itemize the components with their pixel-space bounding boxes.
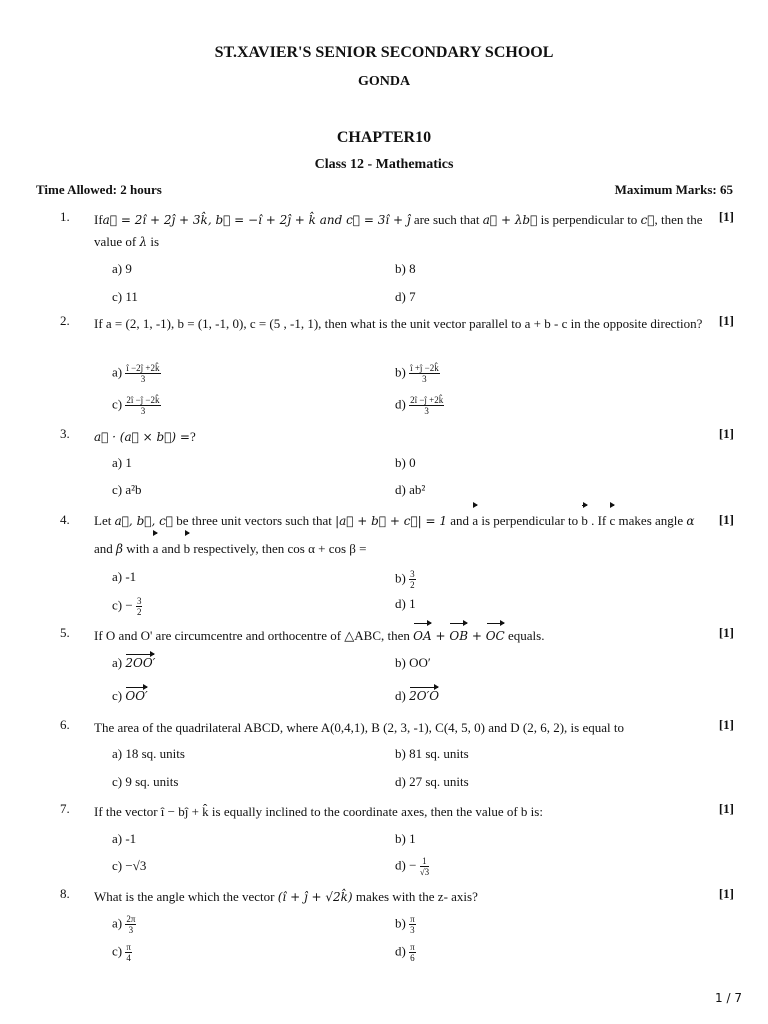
question-marks: [1] — [718, 717, 734, 732]
option-b[interactable]: b) 8 — [395, 261, 416, 276]
option-d[interactable]: d) − $\frac{1}{√3}$ — [395, 856, 430, 877]
city-name: GONDA — [357, 74, 411, 89]
option-d[interactable]: d) ab² — [395, 482, 426, 497]
option-b[interactable]: b) OO′ — [395, 655, 431, 670]
question-marks: [1] — [718, 625, 734, 640]
option-c[interactable]: c) $\frac{2î -ĵ -2k̂}{3}$ — [112, 395, 160, 416]
time-allowed: Time Allowed: 2 hours — [36, 182, 162, 197]
question-marks: [1] — [718, 426, 734, 441]
option-b[interactable]: b) $\frac{î +ĵ -2k̂}{3}$ — [395, 363, 439, 384]
option-a[interactable]: a) $\frac{î -2ĵ +2k̂}{3}$ — [112, 363, 160, 384]
question-number: 7. — [60, 801, 70, 816]
option-a[interactable]: a) -1 — [112, 831, 137, 846]
question-text: If O and O' are circumcentre and orthocentre of △ABC, then OA + OB + OC equals. — [94, 625, 706, 647]
question-text: a⃗ · (a⃗ × b⃗) =? — [94, 429, 196, 444]
option-d[interactable]: d) 27 sq. units — [395, 774, 469, 789]
question-marks: [1] — [718, 801, 734, 816]
option-c[interactable]: c) 11 — [112, 289, 138, 304]
chapter-title: CHAPTER10 — [336, 129, 432, 146]
question-number: 5. — [60, 625, 70, 640]
class-subject: Class 12 - Mathematics — [314, 157, 454, 172]
question-text: If a = (2, 1, -1), b = (1, -1, 0), c = (5 , -1, 1), then what is the unit vector parallel to a + b - c in the opposite direction? — [94, 316, 703, 331]
school-name: ST.XAVIER'S SENIOR SECONDARY SCHOOL — [214, 44, 554, 61]
question-text: If the vector î − bĵ + k̂ is equally inclined to the coordinate axes, then the value of b is: — [94, 804, 543, 819]
option-a[interactable]: a) 2OO′ — [112, 655, 156, 670]
option-c[interactable]: c) −√3 — [112, 858, 147, 873]
question-marks: [1] — [718, 512, 734, 527]
option-a[interactable]: a) $\frac{2\pi}{3}$ — [112, 914, 136, 935]
option-c[interactable]: c) − $\frac{3}{2}$ — [112, 596, 142, 617]
option-d[interactable]: d) 7 — [395, 289, 416, 304]
maximum-marks: Maximum Marks: 65 — [614, 182, 733, 197]
question-text: What is the angle which the vector (î + ĵ + √2k̂) makes with the z- axis? — [94, 889, 478, 904]
question-number: 3. — [60, 426, 70, 441]
option-b[interactable]: b) 0 — [395, 455, 416, 470]
page-number: 1 / 7 — [715, 991, 742, 1005]
question-marks: [1] — [718, 886, 734, 901]
question-number: 8. — [60, 886, 70, 901]
option-b[interactable]: b) $\frac{\pi}{3}$ — [395, 914, 415, 935]
option-a[interactable]: a) 1 — [112, 455, 132, 470]
option-a[interactable]: a) -1 — [112, 569, 137, 584]
option-d[interactable]: d) $\frac{\pi}{6}$ — [395, 942, 415, 963]
option-d[interactable]: d) $\frac{2î -ĵ +2k̂}{3}$ — [395, 395, 444, 416]
option-c[interactable]: c) $\frac{\pi}{4}$ — [112, 942, 131, 963]
option-c[interactable]: c) OO′ — [112, 688, 148, 703]
question-marks: [1] — [718, 209, 734, 224]
question-text: Ifa⃗ = 2î + 2ĵ + 3k̂, b⃗ = −î + 2ĵ + k̂ and c⃗ = 3î + ĵ are such that a⃗ + λb⃗ is perpendicular to c⃗, then the value of λ is — [94, 212, 703, 249]
question-number: 6. — [60, 717, 70, 732]
option-d[interactable]: d) 1 — [395, 596, 416, 611]
option-d[interactable]: d) 2O′O — [395, 688, 440, 703]
question-number: 2. — [60, 313, 70, 328]
option-a[interactable]: a) 9 — [112, 261, 132, 276]
option-b[interactable]: b) 81 sq. units — [395, 746, 469, 761]
option-c[interactable]: c) a²b — [112, 482, 142, 497]
question-number: 4. — [60, 512, 70, 527]
question-text: The area of the quadrilateral ABCD, where A(0,4,1), B (2, 3, -1), C(4, 5, 0) and D (2, 6, 2), is equal to — [94, 720, 624, 735]
option-c[interactable]: c) 9 sq. units — [112, 774, 179, 789]
question-marks: [1] — [718, 313, 734, 328]
option-a[interactable]: a) 18 sq. units — [112, 746, 185, 761]
question-number: 1. — [60, 209, 70, 224]
option-b[interactable]: b) 1 — [395, 831, 416, 846]
question-text: Let a⃗, b⃗, c⃗ be three unit vectors such that |a⃗ + b⃗ + c⃗| = 1 and a is perpendicular to b . If c makes angle α and β with a and b respectively, then cos α + cos β = — [94, 507, 706, 563]
option-b[interactable]: b) $\frac{3}{2}$ — [395, 569, 415, 590]
